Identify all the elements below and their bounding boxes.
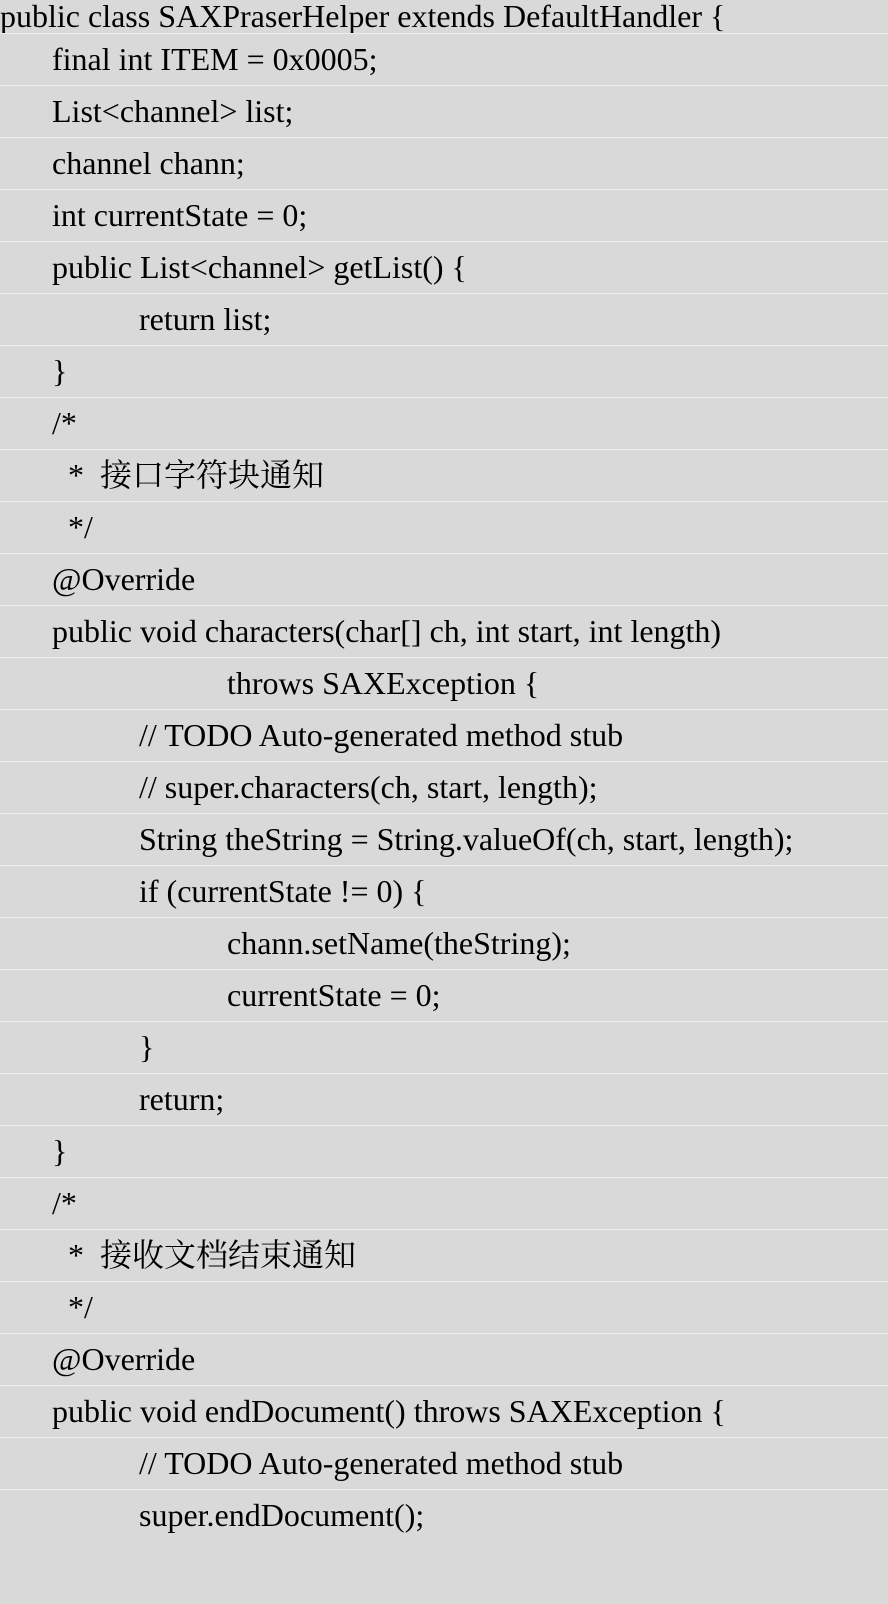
code-text: public List<channel> getList() {	[52, 249, 467, 285]
code-line	[0, 190, 888, 242]
code-line	[0, 34, 888, 86]
code-text: throws SAXException {	[227, 665, 540, 701]
code-line	[0, 1438, 888, 1490]
code-line	[0, 866, 888, 918]
code-line	[0, 658, 888, 710]
comment-text: * 接口字符块通知	[68, 457, 325, 493]
code-line	[0, 398, 888, 450]
code-line	[0, 242, 888, 294]
code-text: // super.characters(ch, start, length);	[139, 769, 598, 805]
code-text: */	[68, 1289, 93, 1325]
code-text: chann.setName(theString);	[227, 925, 571, 961]
code-line	[0, 294, 888, 346]
code-text: final int ITEM = 0x0005;	[52, 41, 378, 77]
code-text: // TODO Auto-generated method stub	[139, 1445, 624, 1481]
code-line	[0, 1074, 888, 1126]
code-line	[0, 814, 888, 866]
code-line	[0, 1022, 888, 1074]
code-text: }	[52, 353, 68, 389]
code-text: String theString = String.valueOf(ch, start, length);	[139, 821, 794, 857]
code-text: List<channel> list;	[52, 93, 294, 129]
comment-text: * 接收文档结束通知	[68, 1237, 357, 1273]
code-line	[0, 918, 888, 970]
code-text: /*	[52, 405, 77, 441]
code-line	[0, 502, 888, 554]
code-text: }	[139, 1029, 155, 1065]
code-text: currentState = 0;	[227, 977, 441, 1013]
code-line	[0, 1230, 888, 1282]
code-line	[0, 0, 888, 34]
code-line	[0, 1282, 888, 1334]
code-text: @Override	[52, 1341, 196, 1377]
code-text: @Override	[52, 561, 196, 597]
code-text: super.endDocument();	[139, 1497, 425, 1533]
code-line	[0, 606, 888, 658]
code-line	[0, 86, 888, 138]
code-line	[0, 450, 888, 502]
code-text: // TODO Auto-generated method stub	[139, 717, 624, 753]
code-text: public void endDocument() throws SAXException {	[52, 1393, 726, 1429]
code-text: return list;	[139, 301, 272, 337]
code-text: if (currentState != 0) {	[139, 873, 427, 909]
code-text: public class SAXPraserHelper extends DefaultHandler {	[0, 0, 726, 34]
code-line	[0, 1386, 888, 1438]
code-text: */	[68, 509, 93, 545]
code-line	[0, 554, 888, 606]
code-line	[0, 1334, 888, 1386]
code-text: }	[52, 1133, 68, 1169]
code-line	[0, 1178, 888, 1230]
code-line	[0, 710, 888, 762]
code-line	[0, 138, 888, 190]
code-line	[0, 1490, 888, 1541]
code-text: channel chann;	[52, 145, 245, 181]
code-line	[0, 1126, 888, 1178]
code-line	[0, 762, 888, 814]
code-text: public void characters(char[] ch, int start, int length)	[52, 613, 722, 649]
code-line	[0, 970, 888, 1022]
code-text: /*	[52, 1185, 77, 1221]
code-text: int currentState = 0;	[52, 197, 308, 233]
code-line	[0, 346, 888, 398]
code-text: return;	[139, 1081, 225, 1117]
